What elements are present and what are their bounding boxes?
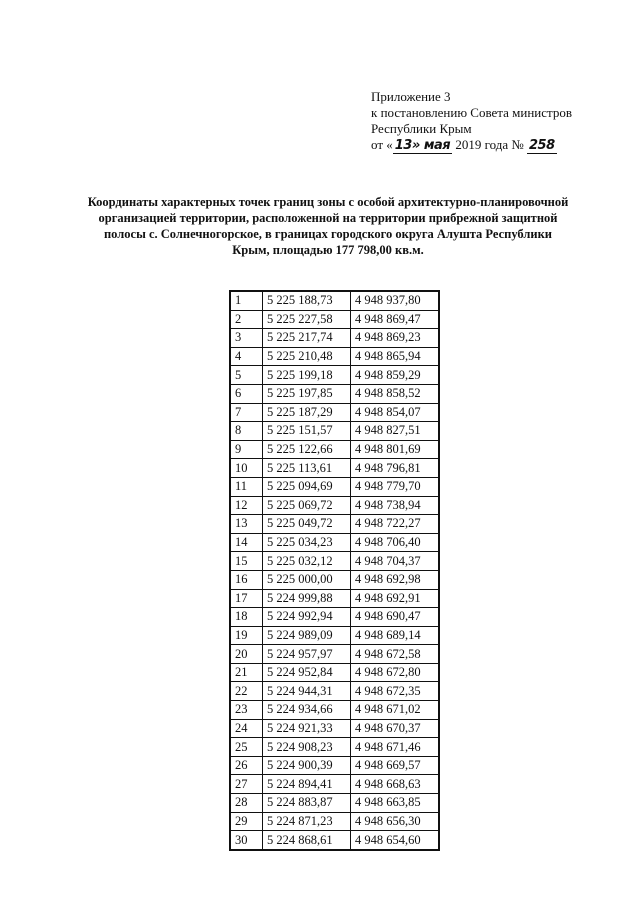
point-number-cell: 21 (230, 663, 263, 682)
table-row (230, 719, 439, 738)
table-row (230, 496, 439, 515)
table-row (230, 663, 439, 682)
table-row (230, 701, 439, 720)
table-row (230, 608, 439, 627)
appendix-reference: к постановлению Совета министров (371, 105, 572, 120)
x-coordinate-cell: 5 224 989,09 (263, 626, 351, 645)
appendix-republic: Республики Крым (371, 121, 472, 136)
y-coordinate-cell: 4 948 827,51 (351, 422, 440, 441)
x-coordinate-cell: 5 225 151,57 (263, 422, 351, 441)
y-coordinate-cell: 4 948 692,98 (351, 570, 440, 589)
x-coordinate-cell: 5 225 217,74 (263, 329, 351, 348)
table-row (230, 756, 439, 775)
table-row (230, 794, 439, 813)
y-coordinate-cell: 4 948 869,23 (351, 329, 440, 348)
point-number-cell: 2 (230, 310, 263, 329)
y-coordinate-cell: 4 948 672,58 (351, 645, 440, 664)
x-coordinate-cell: 5 224 999,88 (263, 589, 351, 608)
point-number-cell: 22 (230, 682, 263, 701)
point-number-cell: 29 (230, 812, 263, 831)
point-number-cell: 6 (230, 384, 263, 403)
x-coordinate-cell: 5 224 957,97 (263, 645, 351, 664)
coordinates-table-body (230, 291, 439, 850)
point-number-cell: 20 (230, 645, 263, 664)
y-coordinate-cell: 4 948 669,57 (351, 756, 440, 775)
point-number-cell: 19 (230, 626, 263, 645)
table-row (230, 403, 439, 422)
table-row (230, 440, 439, 459)
y-coordinate-cell: 4 948 690,47 (351, 608, 440, 627)
y-coordinate-cell: 4 948 854,07 (351, 403, 440, 422)
x-coordinate-cell: 5 225 069,72 (263, 496, 351, 515)
x-coordinate-cell: 5 225 032,12 (263, 552, 351, 571)
title-line: Крым, площадью 177 798,00 кв.м. (232, 243, 424, 257)
y-coordinate-cell: 4 948 706,40 (351, 533, 440, 552)
point-number-cell: 8 (230, 422, 263, 441)
table-row (230, 552, 439, 571)
point-number-cell: 26 (230, 756, 263, 775)
appendix-date-line (371, 137, 572, 154)
table-row (230, 645, 439, 664)
point-number-cell: 7 (230, 403, 263, 422)
table-row (230, 738, 439, 757)
appendix-number: Приложение 3 (371, 89, 451, 104)
x-coordinate-cell: 5 225 227,58 (263, 310, 351, 329)
x-coordinate-cell: 5 224 934,66 (263, 701, 351, 720)
y-coordinate-cell: 4 948 671,02 (351, 701, 440, 720)
y-coordinate-cell: 4 948 672,80 (351, 663, 440, 682)
y-coordinate-cell: 4 948 654,60 (351, 831, 440, 850)
y-coordinate-cell: 4 948 801,69 (351, 440, 440, 459)
point-number-cell: 28 (230, 794, 263, 813)
y-coordinate-cell: 4 948 663,85 (351, 794, 440, 813)
y-coordinate-cell: 4 948 692,91 (351, 589, 440, 608)
point-number-cell: 25 (230, 738, 263, 757)
x-coordinate-cell: 5 224 868,61 (263, 831, 351, 850)
date-middle: 2019 года № (455, 137, 524, 152)
x-coordinate-cell: 5 225 188,73 (263, 291, 351, 310)
y-coordinate-cell: 4 948 671,46 (351, 738, 440, 757)
document-title (80, 194, 576, 258)
point-number-cell: 17 (230, 589, 263, 608)
table-row (230, 329, 439, 348)
x-coordinate-cell: 5 225 000,00 (263, 570, 351, 589)
y-coordinate-cell: 4 948 668,63 (351, 775, 440, 794)
point-number-cell: 11 (230, 477, 263, 496)
point-number-cell: 13 (230, 515, 263, 534)
x-coordinate-cell: 5 225 122,66 (263, 440, 351, 459)
table-row (230, 459, 439, 478)
point-number-cell: 4 (230, 347, 263, 366)
table-row (230, 291, 439, 310)
x-coordinate-cell: 5 224 883,87 (263, 794, 351, 813)
x-coordinate-cell: 5 224 908,23 (263, 738, 351, 757)
point-number-cell: 10 (230, 459, 263, 478)
y-coordinate-cell: 4 948 704,37 (351, 552, 440, 571)
table-row (230, 775, 439, 794)
table-row (230, 310, 439, 329)
y-coordinate-cell: 4 948 859,29 (351, 366, 440, 385)
point-number-cell: 5 (230, 366, 263, 385)
x-coordinate-cell: 5 225 094,69 (263, 477, 351, 496)
point-number-cell: 30 (230, 831, 263, 850)
y-coordinate-cell: 4 948 738,94 (351, 496, 440, 515)
y-coordinate-cell: 4 948 656,30 (351, 812, 440, 831)
x-coordinate-cell: 5 224 952,84 (263, 663, 351, 682)
x-coordinate-cell: 5 225 197,85 (263, 384, 351, 403)
table-row (230, 626, 439, 645)
point-number-cell: 1 (230, 291, 263, 310)
table-row (230, 477, 439, 496)
point-number-cell: 12 (230, 496, 263, 515)
table-row (230, 812, 439, 831)
point-number-cell: 9 (230, 440, 263, 459)
x-coordinate-cell: 5 224 900,39 (263, 756, 351, 775)
y-coordinate-cell: 4 948 689,14 (351, 626, 440, 645)
table-row (230, 366, 439, 385)
point-number-cell: 16 (230, 570, 263, 589)
table-row (230, 515, 439, 534)
table-row (230, 589, 439, 608)
point-number-cell: 18 (230, 608, 263, 627)
x-coordinate-cell: 5 225 187,29 (263, 403, 351, 422)
y-coordinate-cell: 4 948 672,35 (351, 682, 440, 701)
table-row (230, 533, 439, 552)
point-number-cell: 15 (230, 552, 263, 571)
handwritten-date: 13» мая (394, 138, 451, 153)
y-coordinate-cell: 4 948 670,37 (351, 719, 440, 738)
x-coordinate-cell: 5 224 992,94 (263, 608, 351, 627)
point-number-cell: 3 (230, 329, 263, 348)
y-coordinate-cell: 4 948 937,80 (351, 291, 440, 310)
y-coordinate-cell: 4 948 869,47 (351, 310, 440, 329)
x-coordinate-cell: 5 224 944,31 (263, 682, 351, 701)
x-coordinate-cell: 5 224 921,33 (263, 719, 351, 738)
table-row (230, 682, 439, 701)
y-coordinate-cell: 4 948 865,94 (351, 347, 440, 366)
y-coordinate-cell: 4 948 796,81 (351, 459, 440, 478)
x-coordinate-cell: 5 224 894,41 (263, 775, 351, 794)
x-coordinate-cell: 5 225 049,72 (263, 515, 351, 534)
table-row (230, 570, 439, 589)
point-number-cell: 27 (230, 775, 263, 794)
table-row (230, 384, 439, 403)
point-number-cell: 14 (230, 533, 263, 552)
point-number-cell: 24 (230, 719, 263, 738)
date-prefix: от « (371, 137, 393, 152)
x-coordinate-cell: 5 225 113,61 (263, 459, 351, 478)
y-coordinate-cell: 4 948 722,27 (351, 515, 440, 534)
table-row (230, 347, 439, 366)
x-coordinate-cell: 5 224 871,23 (263, 812, 351, 831)
y-coordinate-cell: 4 948 779,70 (351, 477, 440, 496)
handwritten-number: 258 (529, 138, 555, 153)
table-row (230, 422, 439, 441)
title-line: Координаты характерных точек границ зоны с особой архитектурно-планировочной (87, 195, 569, 209)
x-coordinate-cell: 5 225 210,48 (263, 347, 351, 366)
title-line: организацией территории, расположенной на территории прибрежной защитной (98, 211, 558, 225)
coordinates-table (229, 290, 440, 851)
appendix-header (371, 89, 572, 154)
x-coordinate-cell: 5 225 034,23 (263, 533, 351, 552)
table-row (230, 831, 439, 850)
y-coordinate-cell: 4 948 858,52 (351, 384, 440, 403)
x-coordinate-cell: 5 225 199,18 (263, 366, 351, 385)
point-number-cell: 23 (230, 701, 263, 720)
title-line: полосы с. Солнечногорское, в границах городского округа Алушта Республики (103, 227, 552, 241)
